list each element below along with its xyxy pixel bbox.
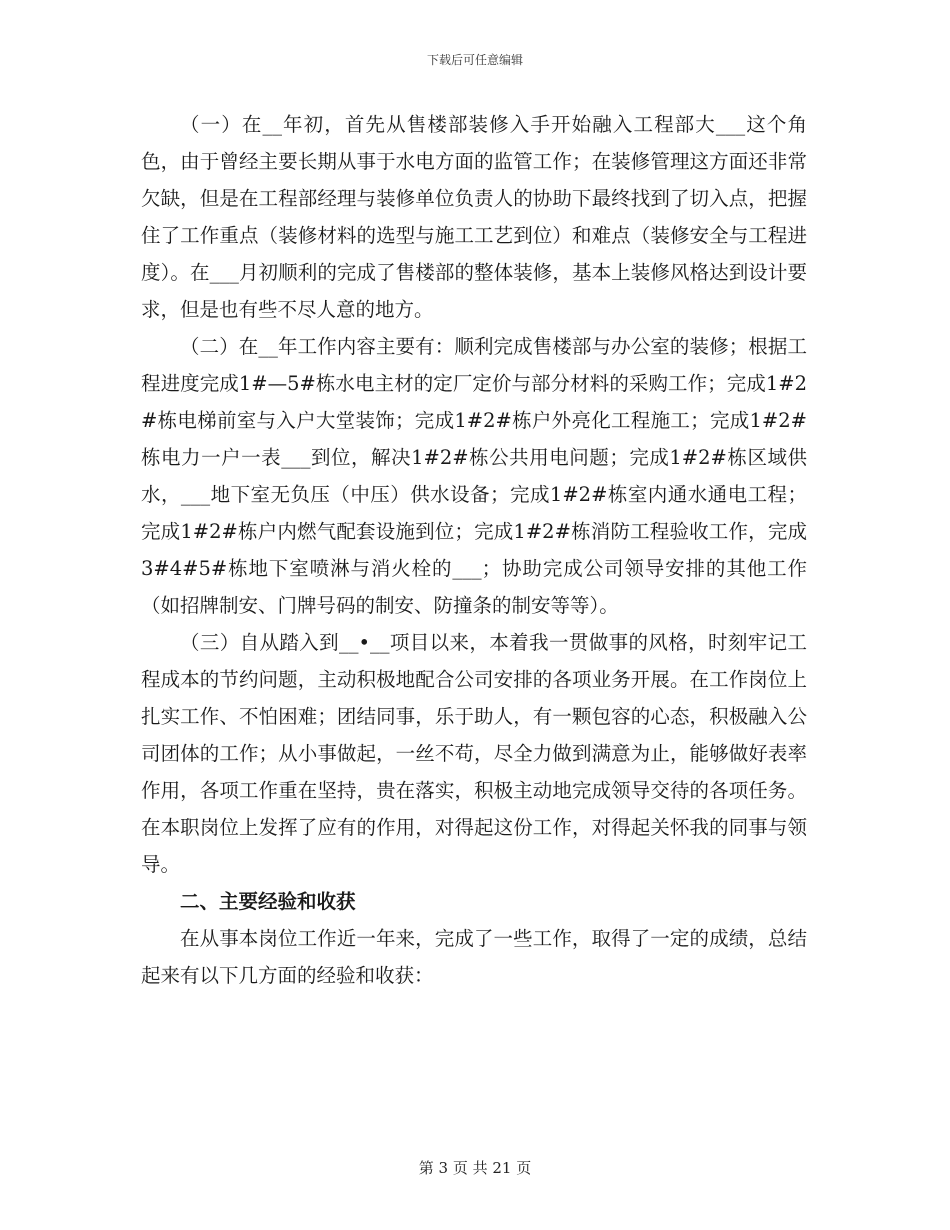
- paragraph-3: （三）自从踏入到__•__项目以来，本着我一贯做事的风格，时刻牢记工程成本的节约问题，主动积极地配合公司安排的各项业务开展。在工作岗位上扎实工作、不怕困难；团结同事，乐于助人，有一颗包容的心态，积极融入公司团体的工作；从小事做起，一丝不苟，尽全力做到满意为止，能够做好表率作用，各项工作重在坚持，贵在落实，积极主动地完成领导交待的各项任务。在本职岗位上发挥了应有的作用，对得起这份工作，对得起关怀我的同事与领导。: [141, 631, 807, 876]
- section-heading: 二、主要经验和收获: [180, 890, 356, 913]
- closing-paragraph: 在从事本岗位工作近一年来，完成了一些工作，取得了一定的成绩，总结起来有以下几方面的经验和收获：: [141, 927, 807, 987]
- document-body: [141, 106, 807, 994]
- paragraph-2: （二）在__年工作内容主要有：顺利完成售楼部与办公室的装修；根据工程进度完成1#—5#栋水电主材的定厂定价与部分材料的采购工作；完成1#2#栋电梯前室与入户大堂装饰；完成1#2#栋户外亮化工程施工；完成1#2#栋电力一户一表___到位，解决1#2#栋公共用电问题；完成1#2#栋区域供水，___地下室无负压（中压）供水设备；完成1#2#栋室内通水通电工程；完成1#2#栋户内燃气配套设施到位；完成1#2#栋消防工程验收工作，完成3#4#5#栋地下室喷淋与消火栓的___；协助完成公司领导安排的其他工作（如招牌制安、门牌号码的制安、防撞条的制安等等）。: [141, 335, 807, 617]
- page-footer: 第 3 页 共 21 页: [418, 1159, 532, 1177]
- page-header: 下载后可任意编辑: [426, 53, 523, 67]
- paragraph-1: （一）在__年初，首先从售楼部装修入手开始融入工程部大___这个角色，由于曾经主要长期从事于水电方面的监管工作；在装修管理这方面还非常欠缺，但是在工程部经理与装修单位负责人的协助下最终找到了切入点，把握住了工作重点（装修材料的选型与施工工艺到位）和难点（装修安全与工程进度）。在___月初顺利的完成了售楼部的整体装修，基本上装修风格达到设计要求，但是也有些不尽人意的地方。: [141, 113, 807, 321]
